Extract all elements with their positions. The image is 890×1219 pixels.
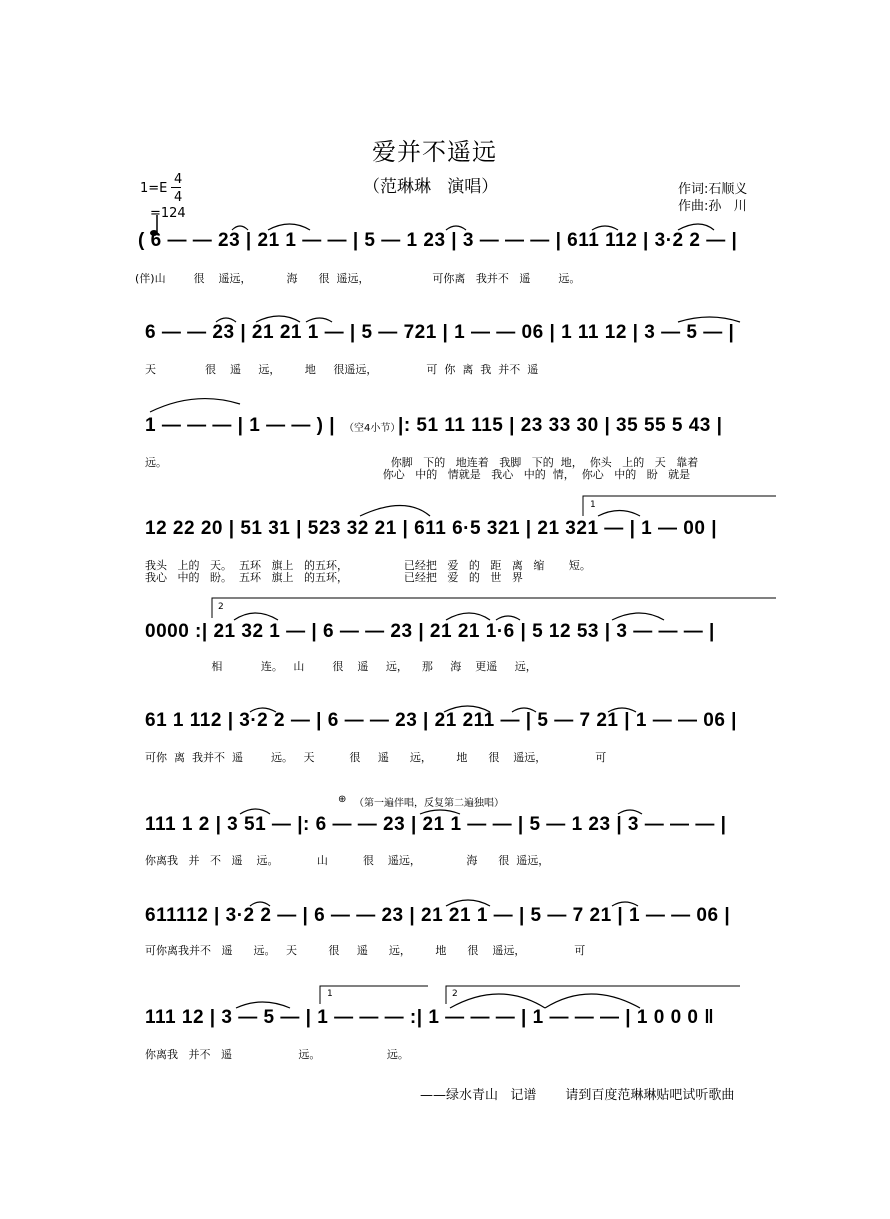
lyrics-line-3a: 远。 你脚 下的 地连着 我脚 下的 地， 你头 上的 天 靠着 (145, 456, 699, 469)
notation-line-3a: 1 — — — | 1 — — ) | (145, 415, 336, 436)
notation-line-1: ( 6 — — 23 | 21 1 — — | 5 — 1 23 | 3 — — — | 611 112 | 3·2 2 — | (138, 230, 738, 251)
rest-4-bars-mark: （空4小节） (344, 423, 401, 434)
lyricist: 作词:石顺义 (678, 182, 748, 197)
notation-line-3b: |: 51 11 115 | 23 33 30 | 35 55 5 43 | (398, 415, 723, 436)
tempo: =124 (150, 206, 186, 221)
svg-text:2: 2 (452, 989, 458, 999)
lyrics-line-4a: 我头 上的 天。 五环 旗上 的五环， 已经把 爱 的 距 离 缩 短。 (145, 559, 591, 572)
notation-line-9: 111 12 | 3 — 5 — | 1 — — — :| 1 — — — | 1 — — — | 1 0 0 0 ‖ (145, 1007, 715, 1028)
svg-text:1: 1 (590, 500, 596, 510)
notation-line-2: 6 — — 23 | 21 21 1 — | 5 — 721 | 1 — — 06 | 1 11 12 | 3 — 5 — | (145, 322, 735, 343)
notation-line-6: 61 1 112 | 3·2 2 — | 6 — — 23 | 21 211 — | 5 — 7 21 | 1 — — 06 | (145, 710, 737, 731)
notation-line-7: 111 1 2 | 3 51 — |: 6 — — 23 | 21 1 — — | 5 — 1 23 | 3 — — — | (145, 814, 727, 835)
segno-icon: ⊕ (338, 794, 347, 805)
svg-text:1: 1 (327, 989, 333, 999)
lyrics-line-3b: 你心 中的 情就是 我心 中的 情， 你心 中的 盼 就是 (145, 468, 691, 481)
lyrics-line-5: 相 连。 山 很 遥 远， 那 海 更遥 远， (145, 660, 537, 673)
lyrics-line-7: 你离我 并 不 遥 远。 山 很 遥远， 海 很 遥远， (145, 854, 550, 867)
repeat-instruction: （第一遍伴唱，反复第二遍独唱） (354, 798, 504, 809)
lyrics-line-9: 你离我 并不 遥 远。 远。 (145, 1048, 409, 1061)
lyrics-line-1: (伴)山 很 遥远， 海 很 遥远， 可你离 我并不 遥 远。 (135, 272, 581, 285)
time-signature-top: 4 (174, 172, 183, 187)
transcriber-credit: ——绿水青山 记谱 请到百度范琳琳贴吧试听歌曲 (420, 1088, 735, 1103)
lyrics-line-8: 可你离我并不 遥 远。 天 很 遥 远， 地 很 遥远， 可 (145, 944, 586, 957)
key-signature: 1=E (140, 181, 168, 196)
song-subtitle: （范琳琳 演唱） (363, 177, 499, 197)
lyrics-line-4b: 我心 中的 盼。 五环 旗上 的五环， 已经把 爱 的 世 界 (145, 571, 523, 584)
composer: 作曲:孙 川 (678, 199, 747, 214)
time-signature-bottom: 4 (174, 190, 183, 205)
song-title: 爱并不遥远 (372, 138, 497, 166)
svg-text:2: 2 (218, 602, 224, 612)
notation-line-8: 611112 | 3·2 2 — | 6 — — 23 | 21 21 1 — | 5 — 7 21 | 1 — — 06 | (145, 905, 731, 926)
notation-line-4: 12 22 20 | 51 31 | 523 32 21 | 611 6·5 321 | 21 321 — | 1 — 00 | (145, 518, 718, 539)
lyrics-line-2: 天 很 遥 远， 地 很遥远， 可 你 离 我 并不 遥 (145, 363, 539, 376)
lyrics-line-6: 可你 离 我并不 遥 远。 天 很 遥 远， 地 很 遥远， 可 (145, 751, 607, 764)
notation-line-5: 0000 :| 21 32 1 — | 6 — — 23 | 21 21 1·6 | 5 12 53 | 3 — — — | (145, 621, 715, 642)
